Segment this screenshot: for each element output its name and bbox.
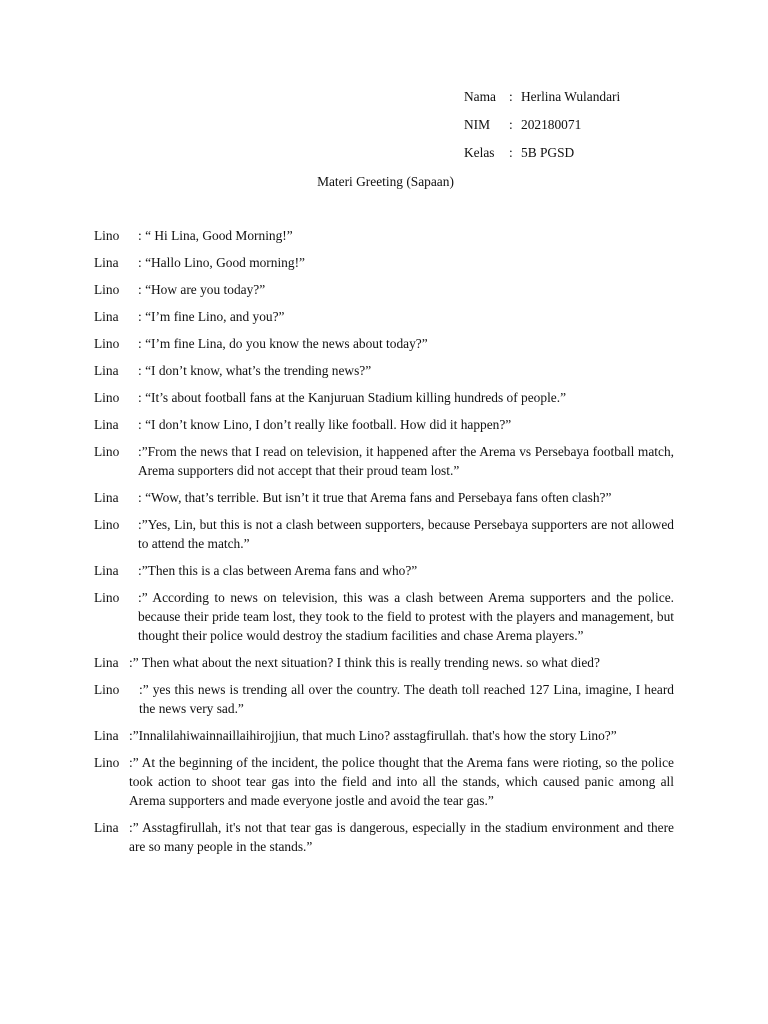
dialogue-line bbox=[94, 388, 674, 407]
speaker-name: Lina bbox=[94, 363, 119, 378]
dialogue-line bbox=[94, 361, 674, 380]
dialogue-text: : “ Hi Lina, Good Morning!” bbox=[138, 228, 293, 243]
dialogue-line bbox=[94, 561, 674, 580]
dialogue-text: :” According to news on television, this was a clash between Arema supporters and the police. because their pride team lost, they took to the field to protest with the players and management, but thought their police would destroy the stadium facilities and chase Arema players.” bbox=[138, 590, 674, 643]
dialogue-line bbox=[94, 253, 674, 272]
document-title: Materi Greeting (Sapaan) bbox=[317, 174, 454, 189]
dialogue-text: :”Innalilahiwainnaillaihirojjiun, that much Lino? asstagfirullah. that's how the story Lino?” bbox=[129, 728, 617, 743]
dialogue-text: : “I don’t know Lino, I don’t really like football. How did it happen?” bbox=[138, 417, 512, 432]
speaker-name: Lino bbox=[94, 390, 120, 405]
dialogue-line bbox=[94, 415, 674, 434]
info-label: Kelas bbox=[464, 145, 495, 160]
dialogue-text: : “Hallo Lino, Good morning!” bbox=[138, 255, 305, 270]
dialogue-line bbox=[94, 818, 674, 856]
speaker-name: Lino bbox=[94, 336, 120, 351]
info-separator: : bbox=[509, 117, 513, 132]
dialogue-line bbox=[94, 515, 674, 553]
dialogue-text: : “How are you today?” bbox=[138, 282, 266, 297]
speaker-name: Lina bbox=[94, 417, 119, 432]
speaker-name: Lino bbox=[94, 682, 120, 697]
dialogue-text: :”Yes, Lin, but this is not a clash between supporters, because Persebaya supporters are not allowed to attend the match.” bbox=[138, 517, 674, 551]
dialogue-text: :”From the news that I read on television, it happened after the Arema vs Persebaya football match, Arema supporters did not accept that their proud team lost.” bbox=[138, 444, 674, 478]
dialogue-text: :” Asstagfirullah, it's not that tear gas is dangerous, especially in the stadium environment and there are so many people in the stands.” bbox=[129, 820, 674, 854]
dialogue-text: :” Then what about the next situation? I think this is really trending news. so what died? bbox=[129, 655, 600, 670]
speaker-name: Lino bbox=[94, 755, 120, 770]
student-info bbox=[464, 87, 620, 171]
dialogue-text: :” yes this news is trending all over the country. The death toll reached 127 Lina, imagine, I heard the news very sad.” bbox=[139, 682, 674, 716]
info-row-nama bbox=[464, 87, 620, 115]
info-value: 202180071 bbox=[521, 117, 582, 132]
dialogue-line bbox=[94, 680, 674, 718]
speaker-name: Lino bbox=[94, 590, 120, 605]
speaker-name: Lino bbox=[94, 517, 120, 532]
dialogue-text: :” At the beginning of the incident, the police thought that the Arema fans were rioting, so the police took action to shoot tear gas into the field and into all the stands, which caused panic among all Arema supporters and made everyone jostle and avoid the tear gas.” bbox=[129, 755, 674, 808]
info-label: Nama bbox=[464, 89, 496, 104]
speaker-name: Lina bbox=[94, 655, 119, 670]
info-separator: : bbox=[509, 145, 513, 160]
dialogue-line bbox=[94, 307, 674, 326]
speaker-name: Lina bbox=[94, 255, 119, 270]
speaker-name: Lina bbox=[94, 490, 119, 505]
speaker-name: Lina bbox=[94, 309, 119, 324]
dialogue-line bbox=[94, 280, 674, 299]
speaker-name: Lino bbox=[94, 282, 120, 297]
dialogue-line bbox=[94, 334, 674, 353]
info-value: Herlina Wulandari bbox=[521, 89, 621, 104]
speaker-name: Lina bbox=[94, 820, 119, 835]
speaker-name: Lino bbox=[94, 228, 120, 243]
dialogue-line bbox=[94, 726, 674, 745]
dialogue bbox=[94, 226, 674, 864]
info-separator: : bbox=[509, 89, 513, 104]
dialogue-text: : “It’s about football fans at the Kanjuruan Stadium killing hundreds of people.” bbox=[138, 390, 567, 405]
info-label: NIM bbox=[464, 117, 491, 132]
info-row-nim bbox=[464, 115, 620, 143]
dialogue-text: : “I don’t know, what’s the trending news?” bbox=[138, 363, 372, 378]
speaker-name: Lina bbox=[94, 728, 119, 743]
info-value: 5B PGSD bbox=[521, 145, 575, 160]
speaker-name: Lino bbox=[94, 444, 120, 459]
dialogue-line bbox=[94, 488, 674, 507]
dialogue-line bbox=[94, 588, 674, 645]
dialogue-text: : “I’m fine Lina, do you know the news about today?” bbox=[138, 336, 428, 351]
dialogue-line bbox=[94, 653, 674, 672]
dialogue-text: : “Wow, that’s terrible. But isn’t it true that Arema fans and Persebaya fans often clash?” bbox=[138, 490, 612, 505]
dialogue-line bbox=[94, 226, 674, 245]
dialogue-line bbox=[94, 753, 674, 810]
dialogue-text: : “I’m fine Lino, and you?” bbox=[138, 309, 285, 324]
info-row-kelas bbox=[464, 143, 620, 171]
dialogue-text: :”Then this is a clas between Arema fans and who?” bbox=[138, 563, 418, 578]
dialogue-line bbox=[94, 442, 674, 480]
speaker-name: Lina bbox=[94, 563, 119, 578]
